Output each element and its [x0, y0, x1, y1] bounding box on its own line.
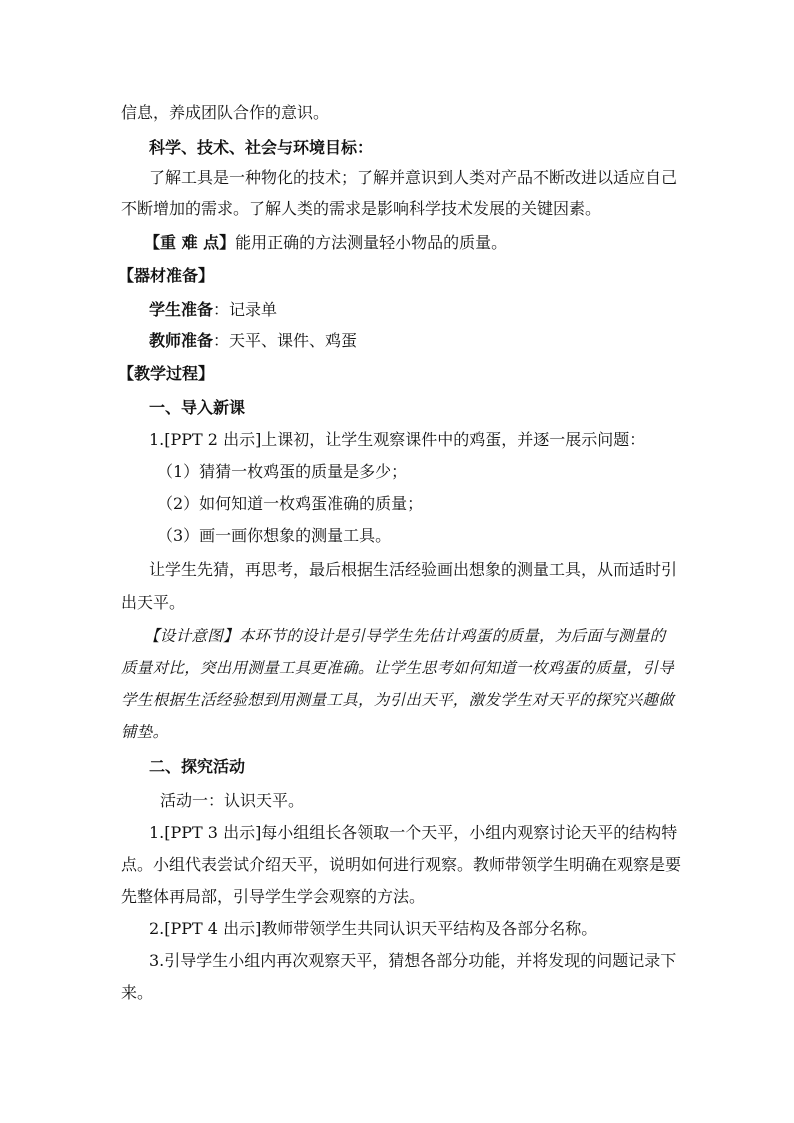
teacher-prep-text: ：天平、课件、鸡蛋: [213, 331, 358, 350]
paragraph-line: 不断增加的需求。了解人类的需求是影响科学技术发展的关键因素。: [121, 199, 602, 218]
paragraph-line: 3.引导学生小组内再次观察天平，猜想各部分功能，并将发现的问题记录下: [149, 951, 677, 970]
section-heading: 【器材准备】: [118, 266, 215, 285]
paragraph-line: 先整体再局部，引导学生学会观察的方法。: [121, 887, 426, 906]
paragraph-line: 2.[PPT 4 出示]教师带领学生共同认识天平结构及各部分名称。: [149, 919, 598, 938]
teacher-prep-line: [149, 329, 357, 353]
paragraph-line: 出天平。: [121, 593, 186, 612]
activity-title: 活动一：认识天平。: [160, 791, 305, 810]
paragraph-line: 1.[PPT 2 出示]上课初，让学生观察课件中的鸡蛋，并逐一展示问题：: [149, 430, 646, 449]
paragraph-line: 点。小组代表尝试介绍天平，说明如何进行观察。教师带领学生明确在观察是要: [121, 855, 682, 874]
subsection-heading: 二、探究活动: [149, 757, 246, 776]
subsection-heading: 一、导入新课: [149, 398, 246, 417]
student-prep-line: [149, 298, 277, 322]
student-prep-text: ：记录单: [213, 300, 278, 319]
paragraph-line: 信息，养成团队合作的意识。: [121, 103, 330, 122]
design-note-line: 【设计意图】本环节的设计是引导学生先估计鸡蛋的质量，为后面与测量的: [144, 627, 666, 645]
list-item: （1）猜猜一枚鸡蛋的质量是多少；: [157, 462, 408, 481]
paragraph-line: 让学生先猜，再思考，最后根据生活经验画出想象的测量工具，从而适时引: [149, 560, 678, 579]
paragraph-line: 1.[PPT 3 出示]每小组组长各领取一个天平，小组内观察讨论天平的结构特: [149, 823, 678, 842]
design-note-line: 铺垫。: [121, 723, 169, 741]
design-note-line: 学生根据生活经验想到用测量工具，为引出天平，激发学生对天平的探究兴趣做: [121, 691, 675, 709]
list-item: （3）画一画你想象的测量工具。: [157, 526, 392, 545]
section-heading: 【教学过程】: [118, 364, 215, 383]
student-prep-label: 学生准备: [149, 300, 214, 319]
paragraph-line: 了解工具是一种物化的技术；了解并意识到人类对产品不断改进以适应自己: [149, 168, 678, 187]
section-heading: 科学、技术、社会与环境目标：: [149, 138, 374, 157]
paragraph-line: 来。: [121, 983, 154, 1002]
design-note-line: 质量对比，突出用测量工具更准确。让学生思考如何知道一枚鸡蛋的质量，引导: [121, 659, 675, 677]
key-point-text: 能用正确的方法测量轻小物品的质量。: [235, 233, 508, 252]
key-point-label: 【重 难 点】: [144, 233, 236, 252]
teacher-prep-label: 教师准备: [149, 331, 214, 350]
list-item: （2）如何知道一枚鸡蛋准确的质量；: [157, 494, 424, 513]
key-point-line: [144, 231, 507, 255]
